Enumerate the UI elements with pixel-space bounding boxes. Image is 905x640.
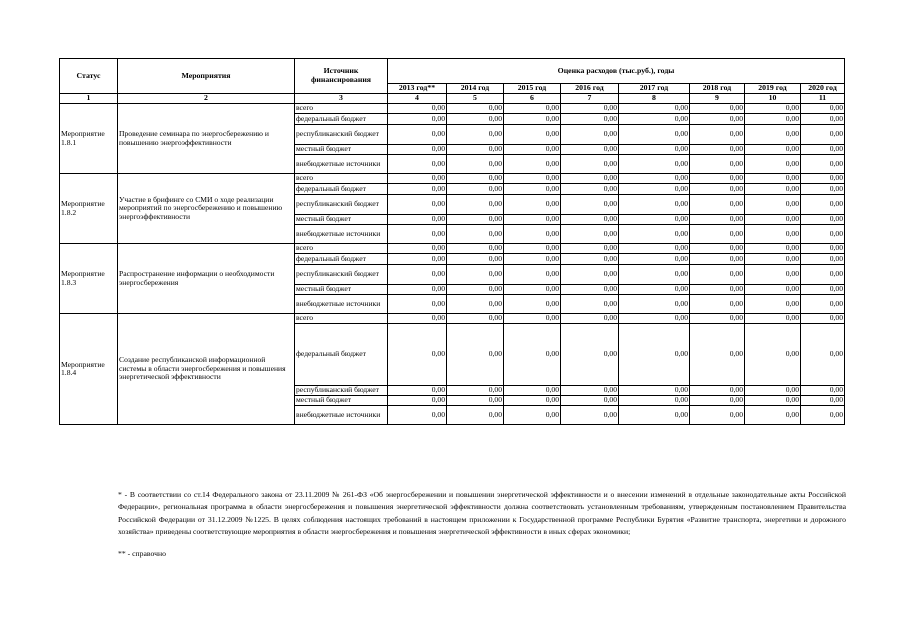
expense-value: 0,00 <box>447 215 504 225</box>
expense-value: 0,00 <box>801 254 845 265</box>
expense-value: 0,00 <box>447 125 504 145</box>
expense-value: 0,00 <box>801 396 845 406</box>
expense-value: 0,00 <box>619 104 690 114</box>
expense-value: 0,00 <box>619 244 690 254</box>
table-body <box>60 104 845 425</box>
expense-value: 0,00 <box>801 145 845 155</box>
expense-value: 0,00 <box>745 254 801 265</box>
expense-value: 0,00 <box>619 184 690 195</box>
expense-value: 0,00 <box>690 265 745 285</box>
expense-value: 0,00 <box>561 265 619 285</box>
expense-value: 0,00 <box>561 215 619 225</box>
expense-value: 0,00 <box>745 314 801 324</box>
expense-value: 0,00 <box>504 225 561 244</box>
expense-value: 0,00 <box>504 406 561 425</box>
funding-source: всего <box>295 104 388 114</box>
header-year: 2019 год <box>745 84 801 94</box>
funding-source: внебюджетные источники <box>295 295 388 314</box>
column-number: 6 <box>504 94 561 104</box>
expense-value: 0,00 <box>388 125 447 145</box>
expense-value: 0,00 <box>388 215 447 225</box>
expense-value: 0,00 <box>561 225 619 244</box>
expense-value: 0,00 <box>447 324 504 386</box>
expense-value: 0,00 <box>690 406 745 425</box>
table-row <box>60 104 845 114</box>
table-row <box>60 314 845 324</box>
expense-value: 0,00 <box>745 125 801 145</box>
expense-value: 0,00 <box>561 114 619 125</box>
funding-source: внебюджетные источники <box>295 225 388 244</box>
expense-value: 0,00 <box>745 104 801 114</box>
expense-value: 0,00 <box>561 125 619 145</box>
expense-value: 0,00 <box>690 254 745 265</box>
expense-value: 0,00 <box>690 155 745 174</box>
header-year: 2017 год <box>619 84 690 94</box>
expense-value: 0,00 <box>690 184 745 195</box>
expense-value: 0,00 <box>388 265 447 285</box>
expense-value: 0,00 <box>619 195 690 215</box>
expense-value: 0,00 <box>561 396 619 406</box>
expense-value: 0,00 <box>619 225 690 244</box>
expense-value: 0,00 <box>619 254 690 265</box>
expense-value: 0,00 <box>504 254 561 265</box>
expense-value: 0,00 <box>619 406 690 425</box>
table-row <box>60 174 845 184</box>
header-estimate: Оценка расходов (тыс.руб.), годы <box>388 59 845 84</box>
expense-value: 0,00 <box>690 114 745 125</box>
event-description: Создание республиканской информационной системы в области энергосбережения и повышения энергетической эффективности <box>118 314 295 425</box>
funding-source: внебюджетные источники <box>295 155 388 174</box>
expense-value: 0,00 <box>447 104 504 114</box>
expense-value: 0,00 <box>690 195 745 215</box>
column-number: 2 <box>118 94 295 104</box>
expense-value: 0,00 <box>801 265 845 285</box>
expense-value: 0,00 <box>447 386 504 396</box>
expense-value: 0,00 <box>619 145 690 155</box>
funding-source: федеральный бюджет <box>295 254 388 265</box>
expense-value: 0,00 <box>801 244 845 254</box>
footnote-reference: ** - справочно <box>118 549 166 559</box>
expense-value: 0,00 <box>745 406 801 425</box>
expense-value: 0,00 <box>504 174 561 184</box>
funding-source: федеральный бюджет <box>295 114 388 125</box>
expense-value: 0,00 <box>388 184 447 195</box>
event-status: Мероприятие 1.8.4 <box>60 314 118 425</box>
expense-value: 0,00 <box>801 295 845 314</box>
expense-value: 0,00 <box>561 324 619 386</box>
header-year: 2015 год <box>504 84 561 94</box>
expense-value: 0,00 <box>388 155 447 174</box>
expense-value: 0,00 <box>504 215 561 225</box>
expense-value: 0,00 <box>690 285 745 295</box>
expense-value: 0,00 <box>388 285 447 295</box>
expense-value: 0,00 <box>801 155 845 174</box>
column-number: 1 <box>60 94 118 104</box>
expense-value: 0,00 <box>504 386 561 396</box>
expense-value: 0,00 <box>447 225 504 244</box>
header-status: Статус <box>60 59 118 94</box>
column-number: 4 <box>388 94 447 104</box>
header-year: 2020 год <box>801 84 845 94</box>
expense-value: 0,00 <box>388 114 447 125</box>
expense-value: 0,00 <box>447 406 504 425</box>
funding-source: республиканский бюджет <box>295 265 388 285</box>
expense-value: 0,00 <box>745 396 801 406</box>
expense-value: 0,00 <box>619 386 690 396</box>
expense-value: 0,00 <box>388 406 447 425</box>
expense-value: 0,00 <box>388 295 447 314</box>
header-event: Мероприятия <box>118 59 295 94</box>
expense-value: 0,00 <box>690 215 745 225</box>
expense-value: 0,00 <box>801 215 845 225</box>
expense-value: 0,00 <box>447 244 504 254</box>
expense-value: 0,00 <box>561 195 619 215</box>
expense-value: 0,00 <box>619 265 690 285</box>
expense-value: 0,00 <box>388 314 447 324</box>
expense-value: 0,00 <box>745 114 801 125</box>
expense-value: 0,00 <box>388 386 447 396</box>
expense-value: 0,00 <box>690 145 745 155</box>
expense-value: 0,00 <box>504 125 561 145</box>
expense-value: 0,00 <box>690 174 745 184</box>
event-status: Мероприятие 1.8.2 <box>60 174 118 244</box>
funding-source: республиканский бюджет <box>295 195 388 215</box>
event-description: Проведение семинара по энергосбережению и повышению энергоэффективности <box>118 104 295 174</box>
expense-value: 0,00 <box>504 155 561 174</box>
column-number: 9 <box>690 94 745 104</box>
expense-value: 0,00 <box>447 184 504 195</box>
expense-value: 0,00 <box>745 324 801 386</box>
expense-value: 0,00 <box>745 285 801 295</box>
expense-value: 0,00 <box>447 396 504 406</box>
funding-source: внебюджетные источники <box>295 406 388 425</box>
expense-value: 0,00 <box>388 145 447 155</box>
column-number: 10 <box>745 94 801 104</box>
column-number: 3 <box>295 94 388 104</box>
expense-value: 0,00 <box>619 174 690 184</box>
column-number: 5 <box>447 94 504 104</box>
footnotes <box>118 489 846 560</box>
column-number-row <box>60 94 845 104</box>
expense-value: 0,00 <box>561 386 619 396</box>
expense-value: 0,00 <box>388 254 447 265</box>
footnote-legal: * - В соответствии со ст.14 Федерального закона от 23.11.2009 № 261-ФЗ «Об энергосбережении и повышении энергетической эффективности и о внесении изменений в отдельные законодательные акты Российской Федерации», региональная программа в области энергосбережения и повышения энергетической эффективности должна соответствовать установленным требованиям, утвержденным постановлением Правительства Российской Федерации от 31.12.2009 №1225. В целях соблюдения настоящих требований в настоящем приложении к Государственной программе Республики Бурятия «Развитие транспорта, энергетики и дорожного хозяйства» приведены соответствующие мероприятия в области энергосбережения и повышения энергетической эффективности в иных сферах экономики; <box>118 490 846 536</box>
expense-value: 0,00 <box>504 244 561 254</box>
expense-value: 0,00 <box>447 265 504 285</box>
expense-value: 0,00 <box>447 155 504 174</box>
header-year: 2018 год <box>690 84 745 94</box>
expense-value: 0,00 <box>561 184 619 195</box>
expense-value: 0,00 <box>504 396 561 406</box>
expense-value: 0,00 <box>388 195 447 215</box>
expense-value: 0,00 <box>801 195 845 215</box>
expense-value: 0,00 <box>561 145 619 155</box>
expense-value: 0,00 <box>801 285 845 295</box>
expense-value: 0,00 <box>745 265 801 285</box>
column-number: 7 <box>561 94 619 104</box>
expense-value: 0,00 <box>619 215 690 225</box>
expense-value: 0,00 <box>504 145 561 155</box>
header-year: 2013 год** <box>388 84 447 94</box>
expense-value: 0,00 <box>745 184 801 195</box>
expense-value: 0,00 <box>504 265 561 285</box>
expense-value: 0,00 <box>801 104 845 114</box>
expense-value: 0,00 <box>745 195 801 215</box>
expense-value: 0,00 <box>619 125 690 145</box>
funding-source: всего <box>295 314 388 324</box>
event-description: Распространение информации о необходимости энергосбережения <box>118 244 295 314</box>
funding-source: местный бюджет <box>295 285 388 295</box>
expense-value: 0,00 <box>690 324 745 386</box>
expense-value: 0,00 <box>504 104 561 114</box>
expense-value: 0,00 <box>388 396 447 406</box>
expense-value: 0,00 <box>690 396 745 406</box>
expense-value: 0,00 <box>504 314 561 324</box>
expense-value: 0,00 <box>745 145 801 155</box>
expense-value: 0,00 <box>745 174 801 184</box>
expense-value: 0,00 <box>504 184 561 195</box>
expense-value: 0,00 <box>561 244 619 254</box>
expense-value: 0,00 <box>801 125 845 145</box>
expense-value: 0,00 <box>447 285 504 295</box>
expense-value: 0,00 <box>561 314 619 324</box>
expense-value: 0,00 <box>504 285 561 295</box>
expense-value: 0,00 <box>447 145 504 155</box>
expense-value: 0,00 <box>619 314 690 324</box>
expense-value: 0,00 <box>447 295 504 314</box>
expense-value: 0,00 <box>801 225 845 244</box>
expense-value: 0,00 <box>561 285 619 295</box>
expense-value: 0,00 <box>801 184 845 195</box>
expense-value: 0,00 <box>619 155 690 174</box>
expense-value: 0,00 <box>561 254 619 265</box>
expense-value: 0,00 <box>745 215 801 225</box>
event-status: Мероприятие 1.8.1 <box>60 104 118 174</box>
expense-value: 0,00 <box>504 324 561 386</box>
expense-value: 0,00 <box>504 114 561 125</box>
expense-value: 0,00 <box>801 324 845 386</box>
funding-source: всего <box>295 174 388 184</box>
table-row <box>60 244 845 254</box>
funding-source: местный бюджет <box>295 396 388 406</box>
funding-source: местный бюджет <box>295 215 388 225</box>
expense-value: 0,00 <box>690 386 745 396</box>
expense-value: 0,00 <box>561 104 619 114</box>
expense-value: 0,00 <box>504 195 561 215</box>
expense-value: 0,00 <box>745 225 801 244</box>
header-year: 2016 год <box>561 84 619 94</box>
expense-value: 0,00 <box>801 406 845 425</box>
table-header <box>60 59 845 104</box>
funding-source: федеральный бюджет <box>295 184 388 195</box>
expense-value: 0,00 <box>619 396 690 406</box>
funding-source: местный бюджет <box>295 145 388 155</box>
expense-value: 0,00 <box>690 295 745 314</box>
funding-source: республиканский бюджет <box>295 125 388 145</box>
expense-value: 0,00 <box>388 324 447 386</box>
expense-value: 0,00 <box>561 295 619 314</box>
header-source: Источник финансирования <box>295 59 388 94</box>
expense-value: 0,00 <box>619 285 690 295</box>
expense-value: 0,00 <box>690 244 745 254</box>
expense-value: 0,00 <box>561 174 619 184</box>
expense-value: 0,00 <box>619 324 690 386</box>
expense-value: 0,00 <box>561 155 619 174</box>
expense-value: 0,00 <box>388 174 447 184</box>
expense-value: 0,00 <box>745 155 801 174</box>
expense-value: 0,00 <box>388 225 447 244</box>
funding-source: всего <box>295 244 388 254</box>
expense-value: 0,00 <box>447 174 504 184</box>
expense-value: 0,00 <box>745 244 801 254</box>
expense-value: 0,00 <box>690 125 745 145</box>
expense-value: 0,00 <box>447 195 504 215</box>
expense-value: 0,00 <box>388 104 447 114</box>
expense-value: 0,00 <box>745 295 801 314</box>
expense-value: 0,00 <box>801 314 845 324</box>
expense-value: 0,00 <box>690 225 745 244</box>
expense-value: 0,00 <box>801 174 845 184</box>
funding-source: республиканский бюджет <box>295 386 388 396</box>
event-description: Участие в брифинге со СМИ о ходе реализации мероприятий по энергосбережению и повышению энергоэффективности <box>118 174 295 244</box>
expense-value: 0,00 <box>619 295 690 314</box>
column-number: 11 <box>801 94 845 104</box>
column-number: 8 <box>619 94 690 104</box>
expense-value: 0,00 <box>504 295 561 314</box>
event-status: Мероприятие 1.8.3 <box>60 244 118 314</box>
expense-value: 0,00 <box>801 386 845 396</box>
expense-value: 0,00 <box>447 314 504 324</box>
expense-value: 0,00 <box>801 114 845 125</box>
expense-value: 0,00 <box>447 114 504 125</box>
expenditure-table <box>59 58 845 425</box>
header-year: 2014 год <box>447 84 504 94</box>
funding-source: федеральный бюджет <box>295 324 388 386</box>
expense-value: 0,00 <box>447 254 504 265</box>
expense-value: 0,00 <box>388 244 447 254</box>
expense-value: 0,00 <box>690 314 745 324</box>
expense-value: 0,00 <box>690 104 745 114</box>
expense-value: 0,00 <box>745 386 801 396</box>
expense-value: 0,00 <box>619 114 690 125</box>
expense-value: 0,00 <box>561 406 619 425</box>
